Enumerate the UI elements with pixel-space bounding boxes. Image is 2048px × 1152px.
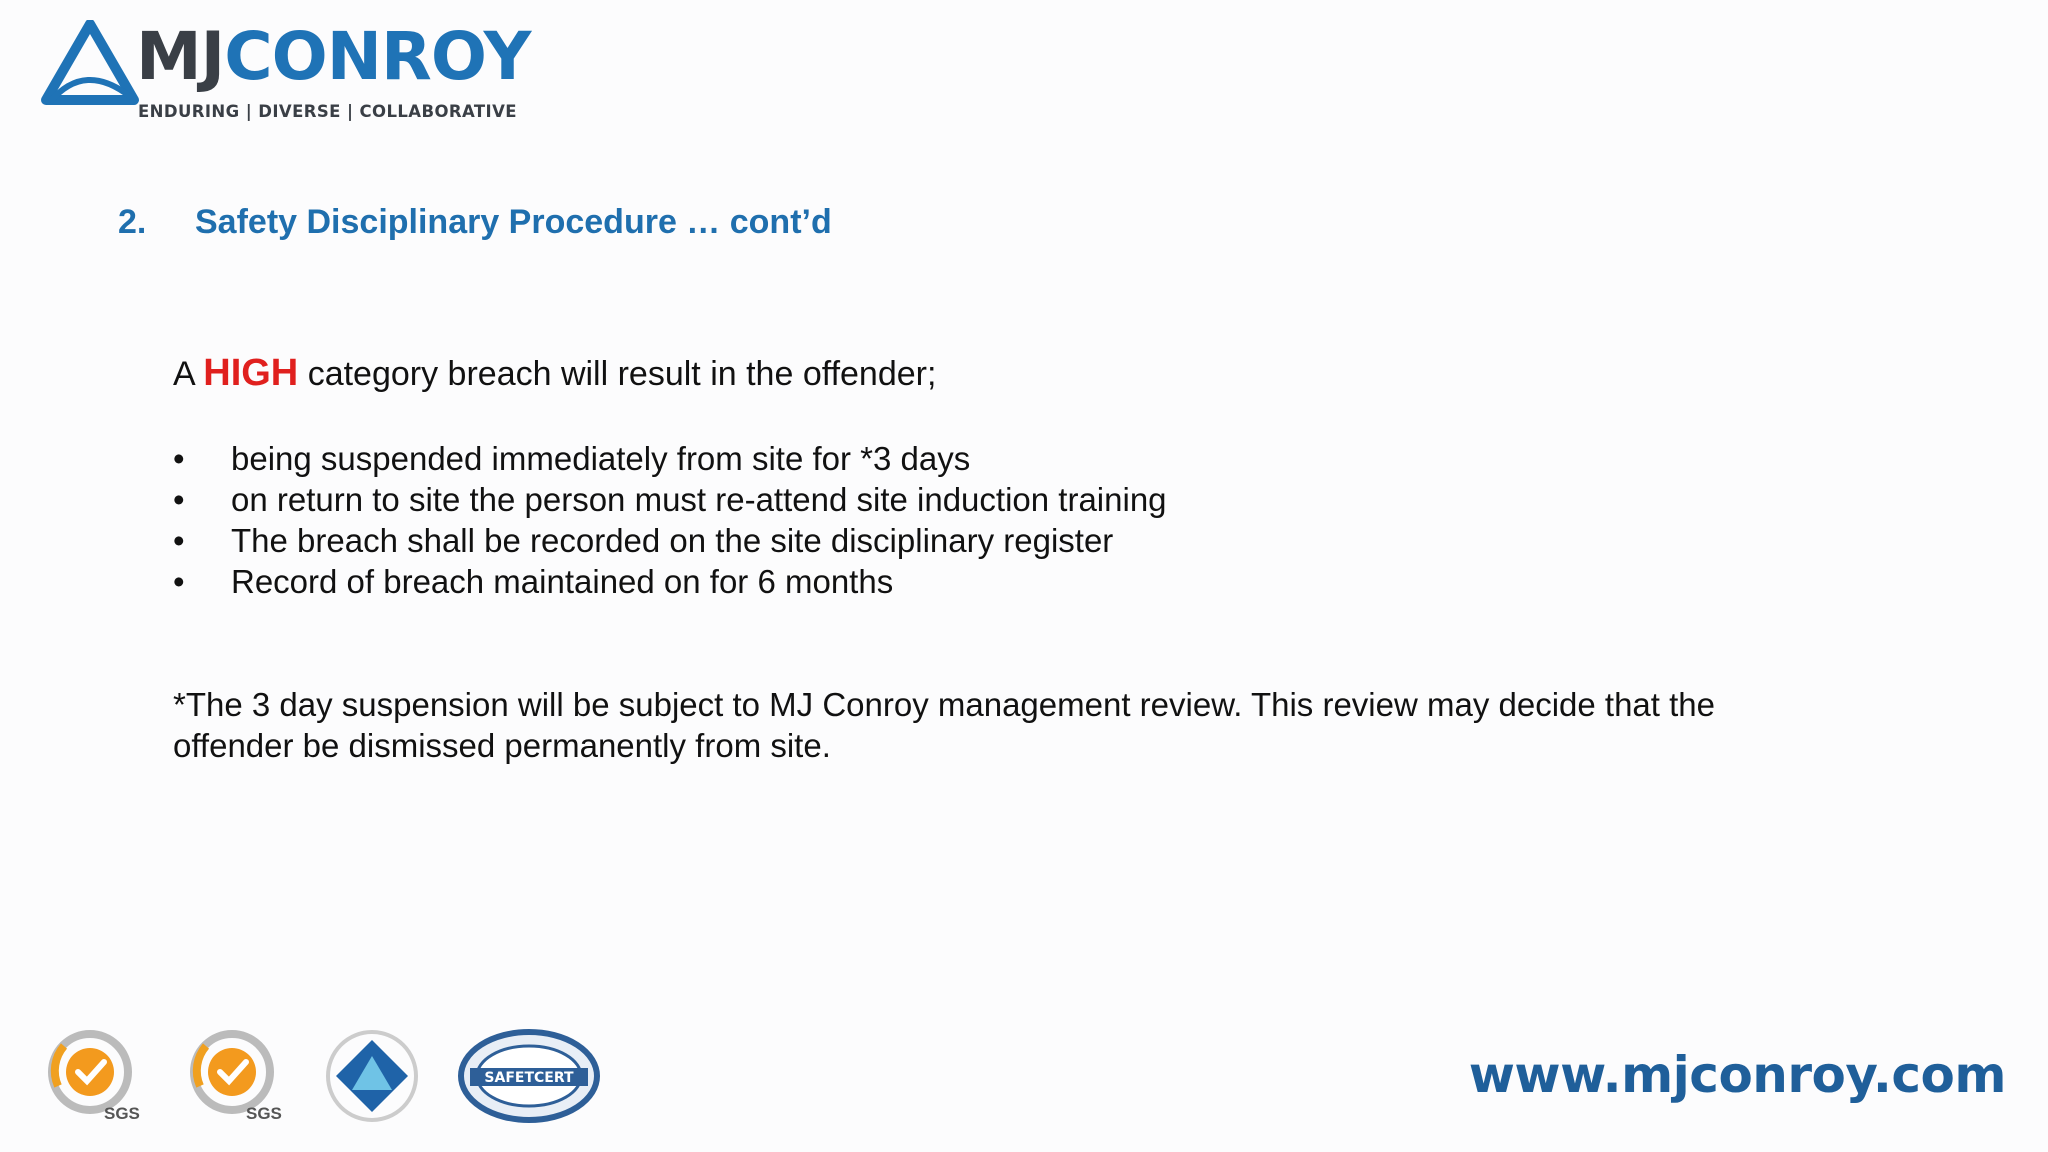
badge-label: SGS [246, 1104, 282, 1123]
bullet-icon: • [173, 481, 185, 518]
company-logo [40, 20, 560, 130]
bullet-icon: • [173, 563, 185, 600]
intro-sentence [173, 352, 936, 395]
intro-suffix: category breach will result in the offender; [298, 355, 937, 393]
list-item-text: The breach shall be recorded on the site disciplinary register [231, 522, 1114, 559]
brand-name [136, 18, 531, 95]
list-item-text: on return to site the person must re-attend site induction training [231, 481, 1167, 518]
consequence-list [173, 438, 1167, 602]
footnote: *The 3 day suspension will be subject to MJ Conroy management review. This review may decide that the offender be dismissed permanently from site. [173, 686, 1715, 764]
brand-tagline: ENDURING | DIVERSE | COLLABORATIVE [138, 102, 517, 121]
brand-name-part1: MJ [136, 18, 225, 95]
website-link[interactable]: www.mjconroy.com [1468, 1046, 2006, 1104]
sgs-iso-badge-icon [186, 1028, 286, 1133]
intro-prefix: A [173, 355, 204, 393]
triangle-logo-icon [40, 20, 140, 110]
bullet-icon: • [173, 522, 185, 559]
bullet-icon: • [173, 440, 185, 477]
section-number: 2. [118, 203, 147, 241]
sgs-iso-badge-icon [44, 1028, 144, 1133]
triangle-cert-badge-icon [322, 1028, 422, 1133]
severity-emphasis: HIGH [203, 352, 299, 394]
list-item-text: Record of breach maintained on for 6 months [231, 563, 894, 600]
brand-name-part2: CONROY [224, 18, 531, 95]
badge-label: SGS [104, 1104, 140, 1123]
list-item [173, 520, 1167, 561]
section-heading [118, 203, 832, 242]
safecert-label: SAFETCERT [484, 1070, 574, 1086]
list-item-text: being suspended immediately from site for *3 days [231, 440, 971, 477]
section-title: Safety Disciplinary Procedure … cont’d [195, 203, 832, 241]
list-item [173, 561, 1167, 602]
safecert-badge-icon [456, 1028, 602, 1133]
list-item [173, 438, 1167, 479]
list-item [173, 479, 1167, 520]
